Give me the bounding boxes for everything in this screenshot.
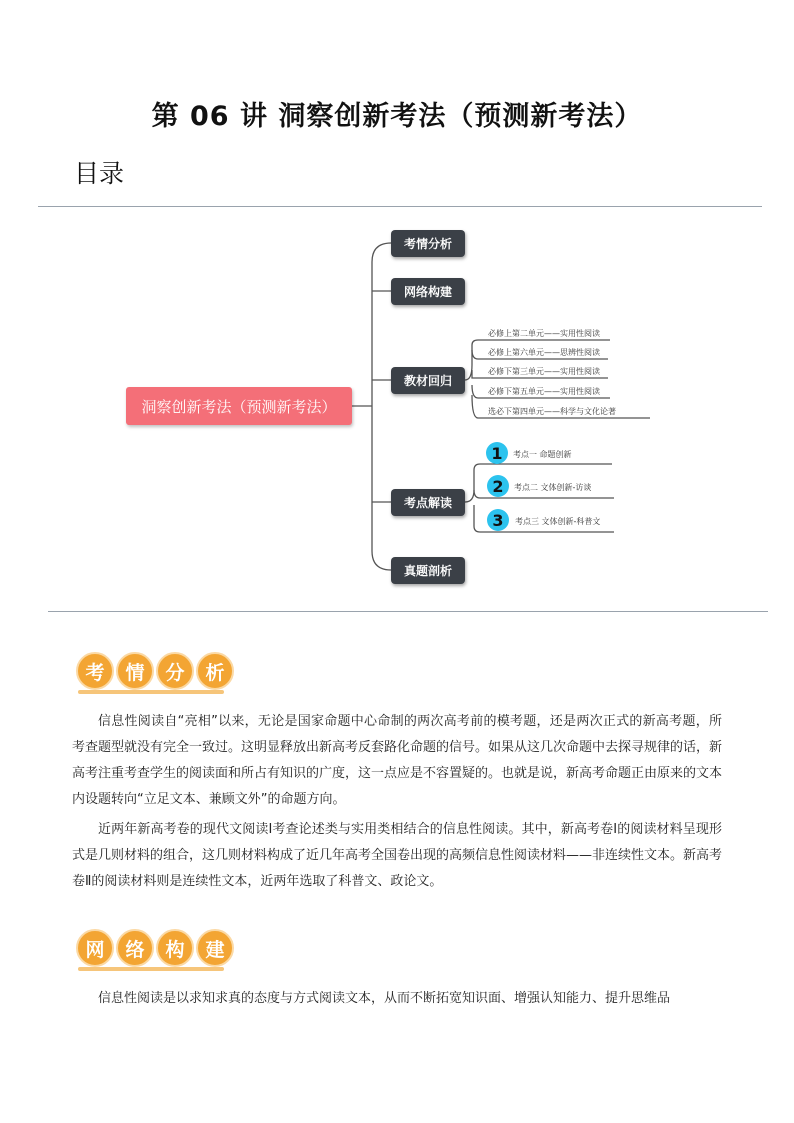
section-heading-kaoqing bbox=[76, 652, 236, 694]
section-heading-wangluo bbox=[76, 929, 236, 971]
mindmap-leaf: 必修上第六单元——思辨性阅读 bbox=[488, 348, 600, 357]
mindmap-leaf: 考点一 命题创新 bbox=[513, 450, 572, 459]
mindmap-leaf: 考点二 文体创新-访谈 bbox=[514, 483, 592, 492]
mindmap-leaf: 必修上第二单元——实用性阅读 bbox=[488, 329, 600, 338]
mindmap-leaf: 必修下第三单元——实用性阅读 bbox=[488, 367, 600, 376]
paragraph: 信息性阅读自“亮相”以来，无论是国家命题中心命制的两次高考前的模考题，还是两次正式的新高考题，所考查题型就没有完全一致过。这明显释放出新高考反套路化命题的信号。如果从这几次命题中去探寻规律的话，新高考注重考查学生的阅读面和所占有知识的广度，这一点应是不容置疑的。也就是说，新高考命题正由原来的文本内设题转向“立足文本、兼顾文外”的命题方向。 bbox=[72, 714, 723, 807]
mindmap-leaf: 考点三 文体创新-科普文 bbox=[515, 517, 601, 526]
paragraph: 近两年新高考卷的现代文阅读Ⅰ考查论述类与实用类相结合的信息性阅读。其中，新高考卷Ⅰ的阅读材料呈现形式是几则材料的组合，这几则材料构成了近几年高考全国卷出现的高频信息性阅读材料——非连续性文本。新高考卷Ⅱ的阅读材料则是连续性文本，近两年选取了科普文、政论文。 bbox=[72, 822, 723, 889]
toc-label: 目录 bbox=[74, 159, 125, 188]
mindmap-leaf: 必修下第五单元——实用性阅读 bbox=[488, 387, 600, 396]
heading-char: 考 bbox=[76, 652, 114, 690]
heading-char: 网 bbox=[76, 929, 114, 967]
heading-underline bbox=[78, 690, 224, 694]
heading-char: 情 bbox=[116, 652, 154, 690]
paragraph: 信息性阅读是以求知求真的态度与方式阅读文本，从而不断拓宽知识面、增强认知能力、提升思维品 bbox=[98, 991, 671, 1006]
heading-underline bbox=[78, 967, 224, 971]
number-2-icon: 2 bbox=[487, 475, 509, 497]
mindmap-node-wangluo: 网络构建 bbox=[391, 278, 465, 305]
mindmap-node-jiaocai: 教材回归 bbox=[391, 367, 465, 394]
divider-bottom bbox=[48, 611, 768, 612]
mindmap-node-zhenti: 真题剖析 bbox=[391, 557, 465, 584]
number-3-icon: 3 bbox=[487, 509, 509, 531]
heading-char: 析 bbox=[196, 652, 234, 690]
mindmap-root: 洞察创新考法（预测新考法） bbox=[126, 387, 352, 425]
heading-char: 分 bbox=[156, 652, 194, 690]
number-1-icon: 1 bbox=[486, 442, 508, 464]
heading-char: 构 bbox=[156, 929, 194, 967]
mindmap-leaf: 选必下第四单元——科学与文化论著 bbox=[488, 407, 616, 416]
page-title: 第 06 讲 洞察创新考法（预测新考法） bbox=[151, 101, 643, 132]
heading-char: 络 bbox=[116, 929, 154, 967]
heading-char: 建 bbox=[196, 929, 234, 967]
mindmap-node-kaodian: 考点解读 bbox=[391, 489, 465, 516]
mindmap-node-kaoqing: 考情分析 bbox=[391, 230, 465, 257]
